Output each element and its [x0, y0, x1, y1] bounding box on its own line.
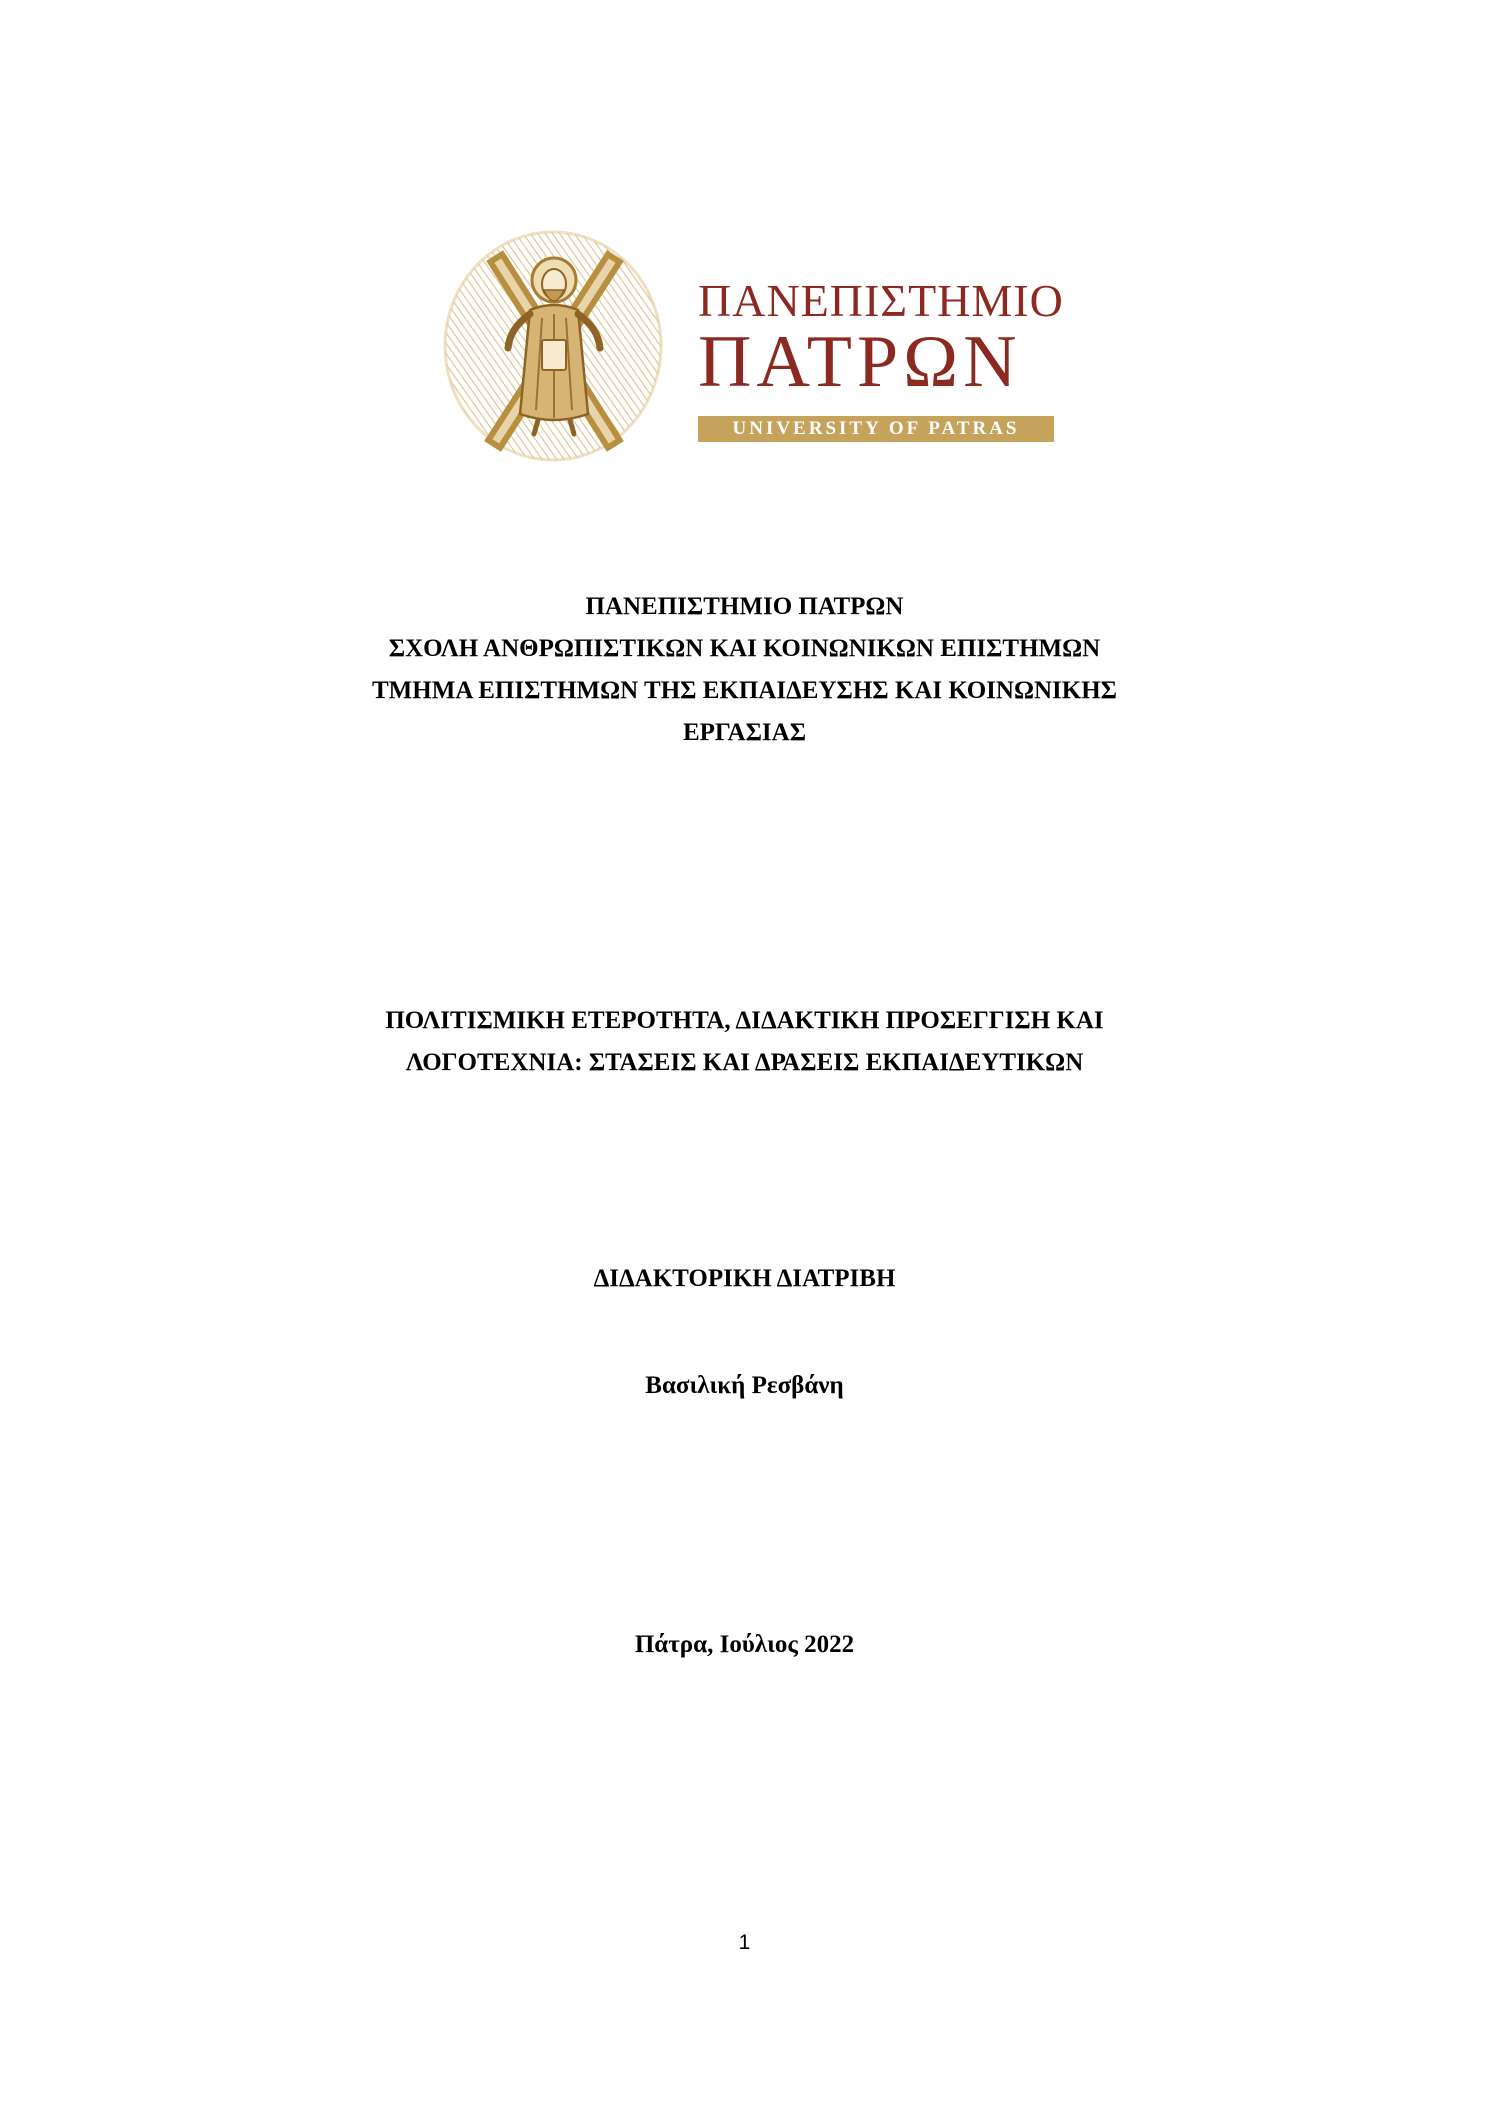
wordmark-line-1: ΠΑΝΕΠΙΣΤΗΜΙΟ: [698, 275, 1064, 326]
thesis-title-line: ΛΟΓΟΤΕΧΝΙΑ: ΣΤΑΣΕΙΣ ΚΑΙ ΔΡΑΣΕΙΣ ΕΚΠΑΙΔΕΥΤΙΚΩΝ: [405, 1049, 1084, 1076]
institution-line: ΕΡΓΑΣΙΑΣ: [682, 719, 807, 746]
thesis-title: [150, 1000, 1339, 1084]
thesis-type: [150, 1258, 1339, 1300]
thesis-title-line: ΠΟΛΙΤΙΣΜΙΚΗ ΕΤΕΡΟΤΗΤΑ, ΔΙΔΑΚΤΙΚΗ ΠΡΟΣΕΓΓΙΣΗ ΚΑΙ: [385, 1007, 1104, 1034]
institution-line: ΣΧΟΛΗ ΑΝΘΡΩΠΙΣΤΙΚΩΝ ΚΑΙ ΚΟΙΝΩΝΙΚΩΝ ΕΠΙΣΤΗΜΩΝ: [388, 635, 1101, 662]
institution-line: ΠΑΝΕΠΙΣΤΗΜΙΟ ΠΑΤΡΩΝ: [585, 593, 904, 620]
wordmark-english-bar: UNIVERSITY OF PATRAS: [698, 416, 1054, 442]
institution-header: [150, 586, 1339, 754]
thesis-type-text: ΔΙΔΑΚΤΟΡΙΚΗ ΔΙΑΤΡΙΒΗ: [593, 1265, 896, 1292]
page-number: 1: [738, 1931, 751, 1954]
wordmark-line-2: ΠΑΤΡΩΝ: [698, 321, 1022, 403]
author-name: [150, 1365, 1339, 1407]
university-wordmark: [698, 275, 1064, 444]
university-logo: [438, 228, 1064, 464]
place-date-text: Πάτρα, Ιούλιος 2022: [634, 1631, 855, 1658]
place-date: [150, 1624, 1339, 1666]
saint-andrew-emblem-icon: [438, 228, 668, 464]
author-name-text: Βασιλική Ρεσβάνη: [645, 1372, 844, 1399]
institution-line: ΤΜΗΜΑ ΕΠΙΣΤΗΜΩΝ ΤΗΣ ΕΚΠΑΙΔΕΥΣΗΣ ΚΑΙ ΚΟΙΝΩΝΙΚΗΣ: [372, 677, 1117, 704]
